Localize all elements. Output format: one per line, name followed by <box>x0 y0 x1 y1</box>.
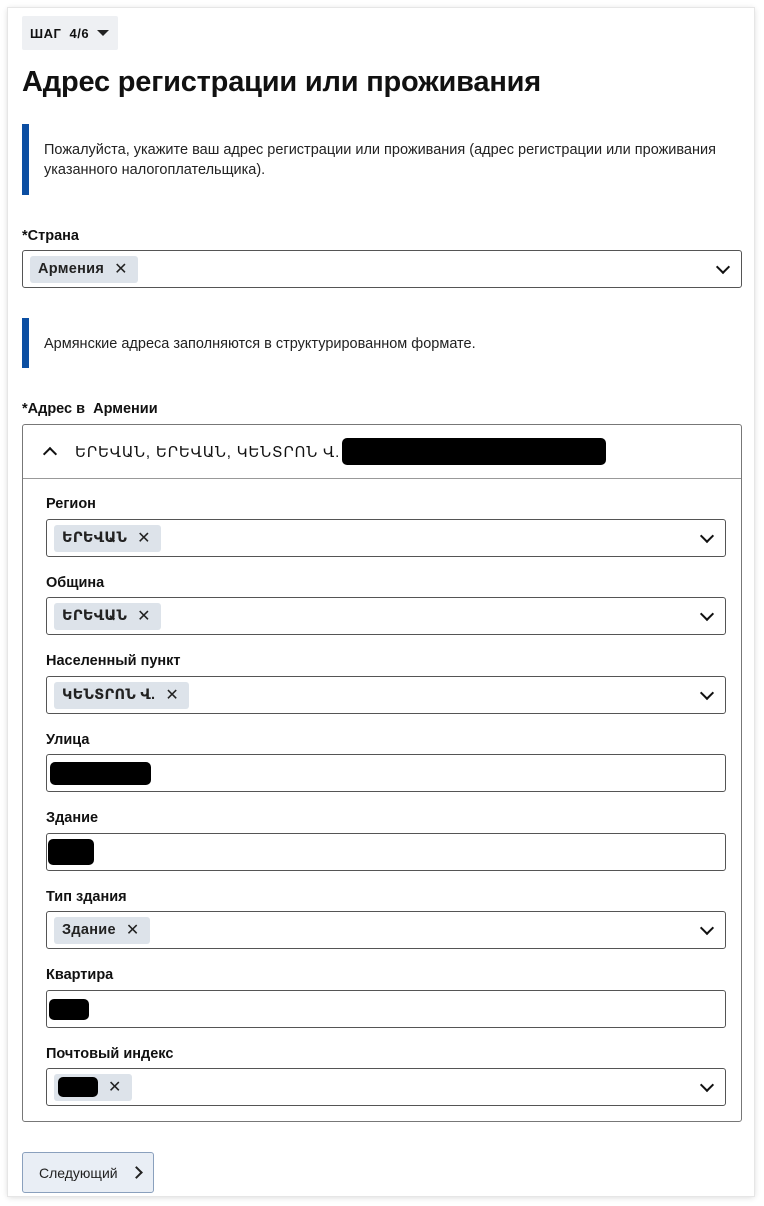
remove-chip-icon[interactable]: ✕ <box>137 530 151 547</box>
country-label: *Страна <box>22 228 79 244</box>
caret-down-icon <box>97 30 109 36</box>
intro-note-text: Пожалуйста, укажите ваш адрес регистрации или проживания (адрес регистрации или проживания указанного налогоплательщика). <box>44 142 716 178</box>
building-type-chip-label: Здание <box>62 922 116 938</box>
address-summary: ԵՐԵՎԱՆ, ԵՐԵՎԱՆ, ԿԵՆՏՐՈՆ Վ. <box>75 443 341 461</box>
building-type-chip <box>54 917 150 944</box>
building-input[interactable] <box>46 833 726 871</box>
remove-chip-icon[interactable]: ✕ <box>137 608 151 625</box>
redacted-block <box>48 839 94 865</box>
community-chip <box>54 603 161 630</box>
chevron-down-icon[interactable] <box>700 607 714 621</box>
postal-code-chip <box>54 1074 132 1101</box>
apartment-input[interactable] <box>46 990 726 1028</box>
country-select[interactable] <box>22 250 742 288</box>
region-select[interactable] <box>46 519 726 557</box>
country-chip <box>30 256 138 283</box>
settlement-chip-label: ԿԵՆՏՐՈՆ Վ. <box>62 687 156 703</box>
street-label: Улица <box>46 732 90 748</box>
postal-code-label: Почтовый индекс <box>46 1046 174 1062</box>
apartment-label: Квартира <box>46 967 114 983</box>
chevron-down-icon[interactable] <box>716 260 730 274</box>
settlement-select[interactable] <box>46 676 726 714</box>
remove-chip-icon[interactable]: ✕ <box>125 922 140 939</box>
region-chip-label: ԵՐԵՎԱՆ <box>62 530 128 546</box>
settlement-chip <box>54 682 189 709</box>
building-label: Здание <box>46 810 99 826</box>
page-title: Адрес регистрации или проживания <box>22 66 541 98</box>
next-button-label: Следующий <box>39 1164 118 1181</box>
community-label: Община <box>46 575 105 591</box>
step-dropdown[interactable] <box>22 16 118 50</box>
redacted-block <box>50 762 151 785</box>
step-label: ШАГ 4/6 <box>30 25 90 41</box>
community-chip-label: ԵՐԵՎԱՆ <box>62 608 128 624</box>
country-chip-label: Армения <box>38 261 105 277</box>
redacted-block <box>58 1077 98 1097</box>
armenian-format-note <box>22 318 742 368</box>
building-type-select[interactable] <box>46 911 726 949</box>
region-chip <box>54 525 161 552</box>
chevron-down-icon[interactable] <box>700 1078 714 1092</box>
chevron-right-icon <box>130 1166 143 1179</box>
remove-chip-icon[interactable]: ✕ <box>114 261 128 278</box>
street-input[interactable] <box>46 754 726 792</box>
redacted-block <box>342 438 606 465</box>
postal-code-select[interactable] <box>46 1068 726 1106</box>
chevron-up-icon <box>43 446 57 460</box>
address-accordion-header[interactable] <box>23 425 741 479</box>
community-select[interactable] <box>46 597 726 635</box>
region-label: Регион <box>46 496 96 512</box>
remove-chip-icon[interactable]: ✕ <box>108 1079 122 1096</box>
address-label: *Адрес в Армении <box>22 401 158 417</box>
chevron-down-icon[interactable] <box>700 686 714 700</box>
redacted-block <box>49 999 89 1020</box>
intro-note <box>22 124 742 195</box>
chevron-down-icon[interactable] <box>700 921 714 935</box>
remove-chip-icon[interactable]: ✕ <box>165 687 180 704</box>
settlement-label: Населенный пункт <box>46 653 181 669</box>
armenian-format-note-text: Армянские адреса заполняются в структурированном формате. <box>44 336 476 352</box>
chevron-down-icon[interactable] <box>700 529 714 543</box>
next-button[interactable] <box>22 1152 154 1193</box>
building-type-label: Тип здания <box>46 889 127 905</box>
